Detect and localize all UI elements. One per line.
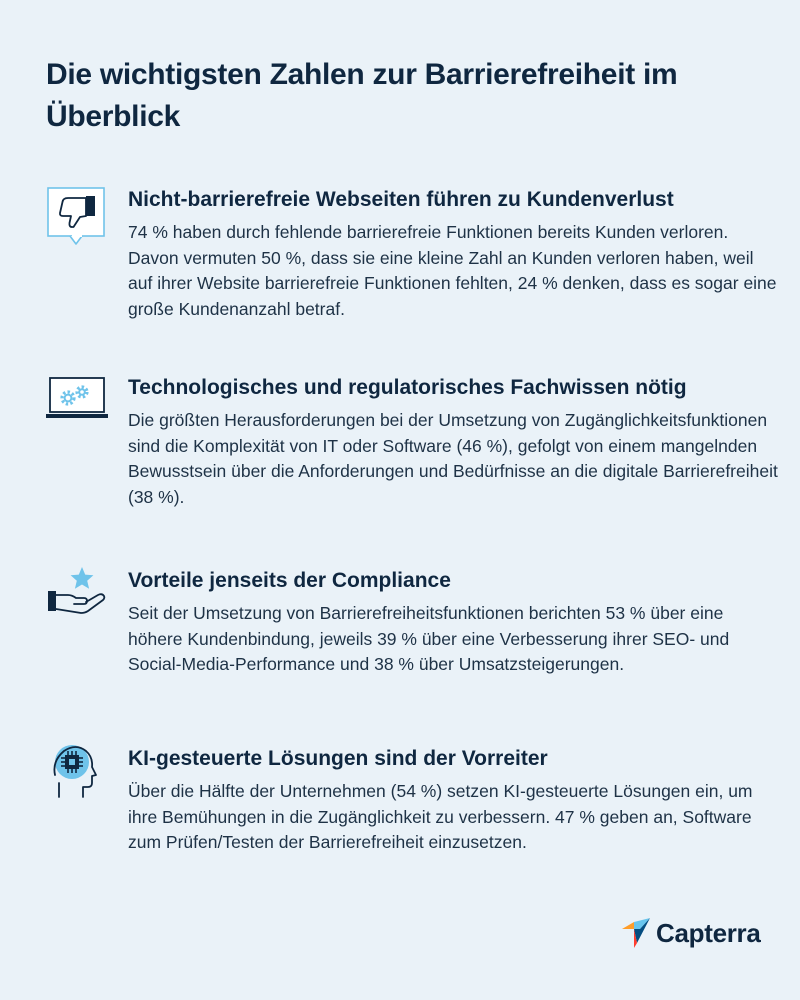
section-heading: Vorteile jenseits der Compliance	[128, 569, 451, 592]
thumbs-down-icon	[46, 186, 110, 250]
capterra-logo	[622, 916, 772, 950]
section-body: Über die Hälfte der Unternehmen (54 %) setzen KI-gesteuerte Lösungen ein, um ihre Bemühungen in die Zugänglichkeit zu verbessern. 47 % geben an, Software zum Prüfen/Testen der Barrierefreiheit einzusetzen.	[128, 781, 753, 852]
section-body: Die größten Herausforderungen bei der Umsetzung von Zugänglichkeitsfunktionen sind die Komplexität von IT oder Software (46 %), gefolgt von einem mangelnden Bewusstsein über die Anforderungen und Bedürfnisse an die digitale Barrierefreiheit (38 %).	[128, 410, 778, 507]
section-body: Seit der Umsetzung von Barrierefreiheitsfunktionen berichten 53 % über eine höhere Kundenbindung, jeweils 39 % über eine Verbesserung ihrer SEO- und Social-Media-Performance und 38 % über Umsatzsteigerungen.	[128, 603, 730, 674]
section-body: 74 % haben durch fehlende barrierefreie Funktionen bereits Kunden verloren. Davon vermuten 50 %, dass sie eine kleine Zahl an Kunden verloren haben, weil auf ihrer Website barrierefreie Funktionen fehlten, 24 % denken, dass es sogar eine große Kundenanzahl betraf.	[128, 222, 777, 319]
laptop-gears-icon	[46, 374, 110, 438]
section-heading: KI-gesteuerte Lösungen sind der Vorreiter	[128, 747, 548, 770]
hand-star-icon	[46, 567, 110, 631]
page-title: Die wichtigsten Zahlen zur Barrierefreiheit im Überblick	[46, 58, 678, 133]
section-heading: Technologisches und regulatorisches Fachwissen nötig	[128, 376, 687, 399]
capterra-logo-text: Capterra	[656, 918, 761, 948]
ai-head-chip-icon	[46, 745, 110, 809]
section-heading: Nicht-barrierefreie Webseiten führen zu Kundenverlust	[128, 188, 674, 211]
capterra-arrow-icon	[622, 918, 652, 948]
